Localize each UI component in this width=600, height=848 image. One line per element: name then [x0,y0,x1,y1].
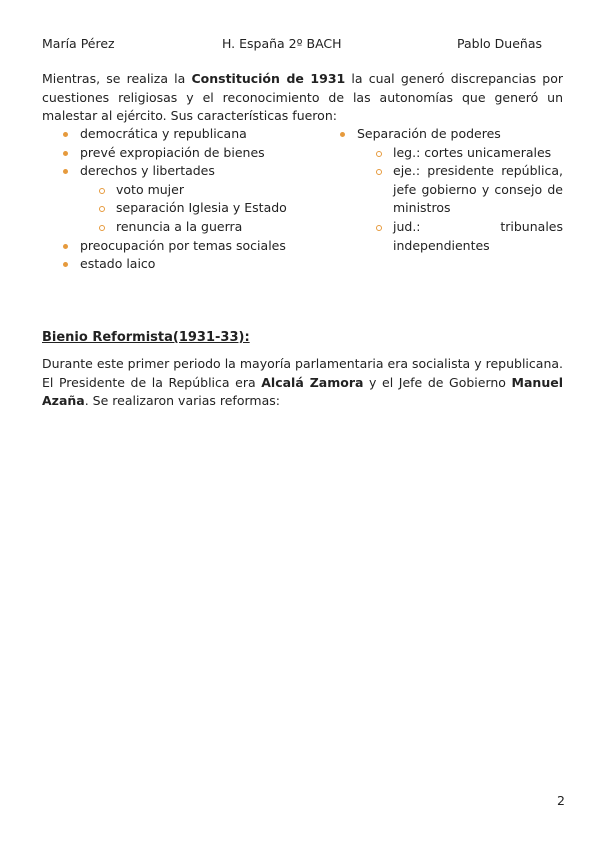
list-item [357,125,563,144]
list-item-label: democrática y republicana [80,126,247,141]
header-author-right: Pablo Dueñas [457,36,542,51]
list-item [80,255,310,274]
header-author-left: María Pérez [42,36,115,51]
sub-list-item [116,181,310,200]
sub-list-item-label: ministros [393,200,451,216]
bullet-circle-icon [99,206,105,212]
header-course: H. España 2º BACH [222,36,342,51]
page-header [0,36,600,52]
section-text-3: . Se realizaron varias reformas: [84,393,280,409]
sub-list-item [393,162,563,218]
sub-list-item-label: jefe gobierno y consejo de [393,181,563,197]
bullet-circle-icon [376,225,382,231]
intro-text-2: la cual generó discrepancias por cuestiones religiosas y el reconocimiento de las autonomías que generó un malestar al ejército. Sus características fueron: [42,71,564,124]
sub-list-item-label: voto mujer [116,181,184,197]
sub-list-item-label: jud.: tribunales [393,218,563,234]
bullet-dot-icon [63,244,68,249]
bullet-dot-icon [63,132,68,137]
sub-list-item-label: separación Iglesia y Estado [116,200,287,216]
sub-list-item [393,218,563,255]
bullet-circle-icon [376,151,382,157]
list-item-label: Separación de poderes [357,126,501,141]
list-item [80,125,310,144]
bullet-dot-icon [63,262,68,267]
list-item-label: prevé expropiación de bienes [80,144,265,160]
list-item-label: preocupación por temas sociales [80,237,286,253]
bullet-dot-icon [340,132,345,137]
bullet-dot-icon [63,169,68,174]
right-bullet-list [357,125,563,255]
sub-list-item-label: leg.: cortes unicamerales [393,144,552,160]
section-heading: Bienio Reformista(1931-33): [42,330,250,345]
sub-list-item [116,218,310,237]
sub-list-item-label: independientes [393,237,490,253]
list-item [80,162,310,181]
section-text-1: Durante este primer periodo la mayoría parlamentaria era socialista y republicana. El Presidente de la República era [42,356,563,390]
sub-list-item [116,199,310,218]
section-text-2: y el Jefe de Gobierno [363,374,512,390]
sub-list-item-label: renuncia a la guerra [116,218,243,234]
bullet-circle-icon [376,169,382,175]
section-bold-president: Alcalá Zamora [261,374,364,390]
left-bullet-list [80,125,310,274]
sub-list-item-label: eje.: presidente república, [393,163,563,179]
section-bold-head-of-government: Manuel Azaña [42,374,563,409]
list-item [80,144,310,163]
bullet-circle-icon [99,188,105,194]
list-item-label: estado laico [80,256,156,272]
list-item-label: derechos y libertades [80,163,215,179]
bullet-circle-icon [99,225,105,231]
intro-text-1: Mientras, se realiza la [42,71,192,86]
sub-list [393,144,563,256]
intro-paragraph [42,70,563,126]
section-paragraph [42,355,563,411]
intro-bold-constitution: Constitución de 1931 [191,71,346,86]
bullet-dot-icon [63,151,68,156]
page-number: 2 [557,793,565,808]
sub-list-item [393,144,563,163]
list-item [80,237,310,256]
